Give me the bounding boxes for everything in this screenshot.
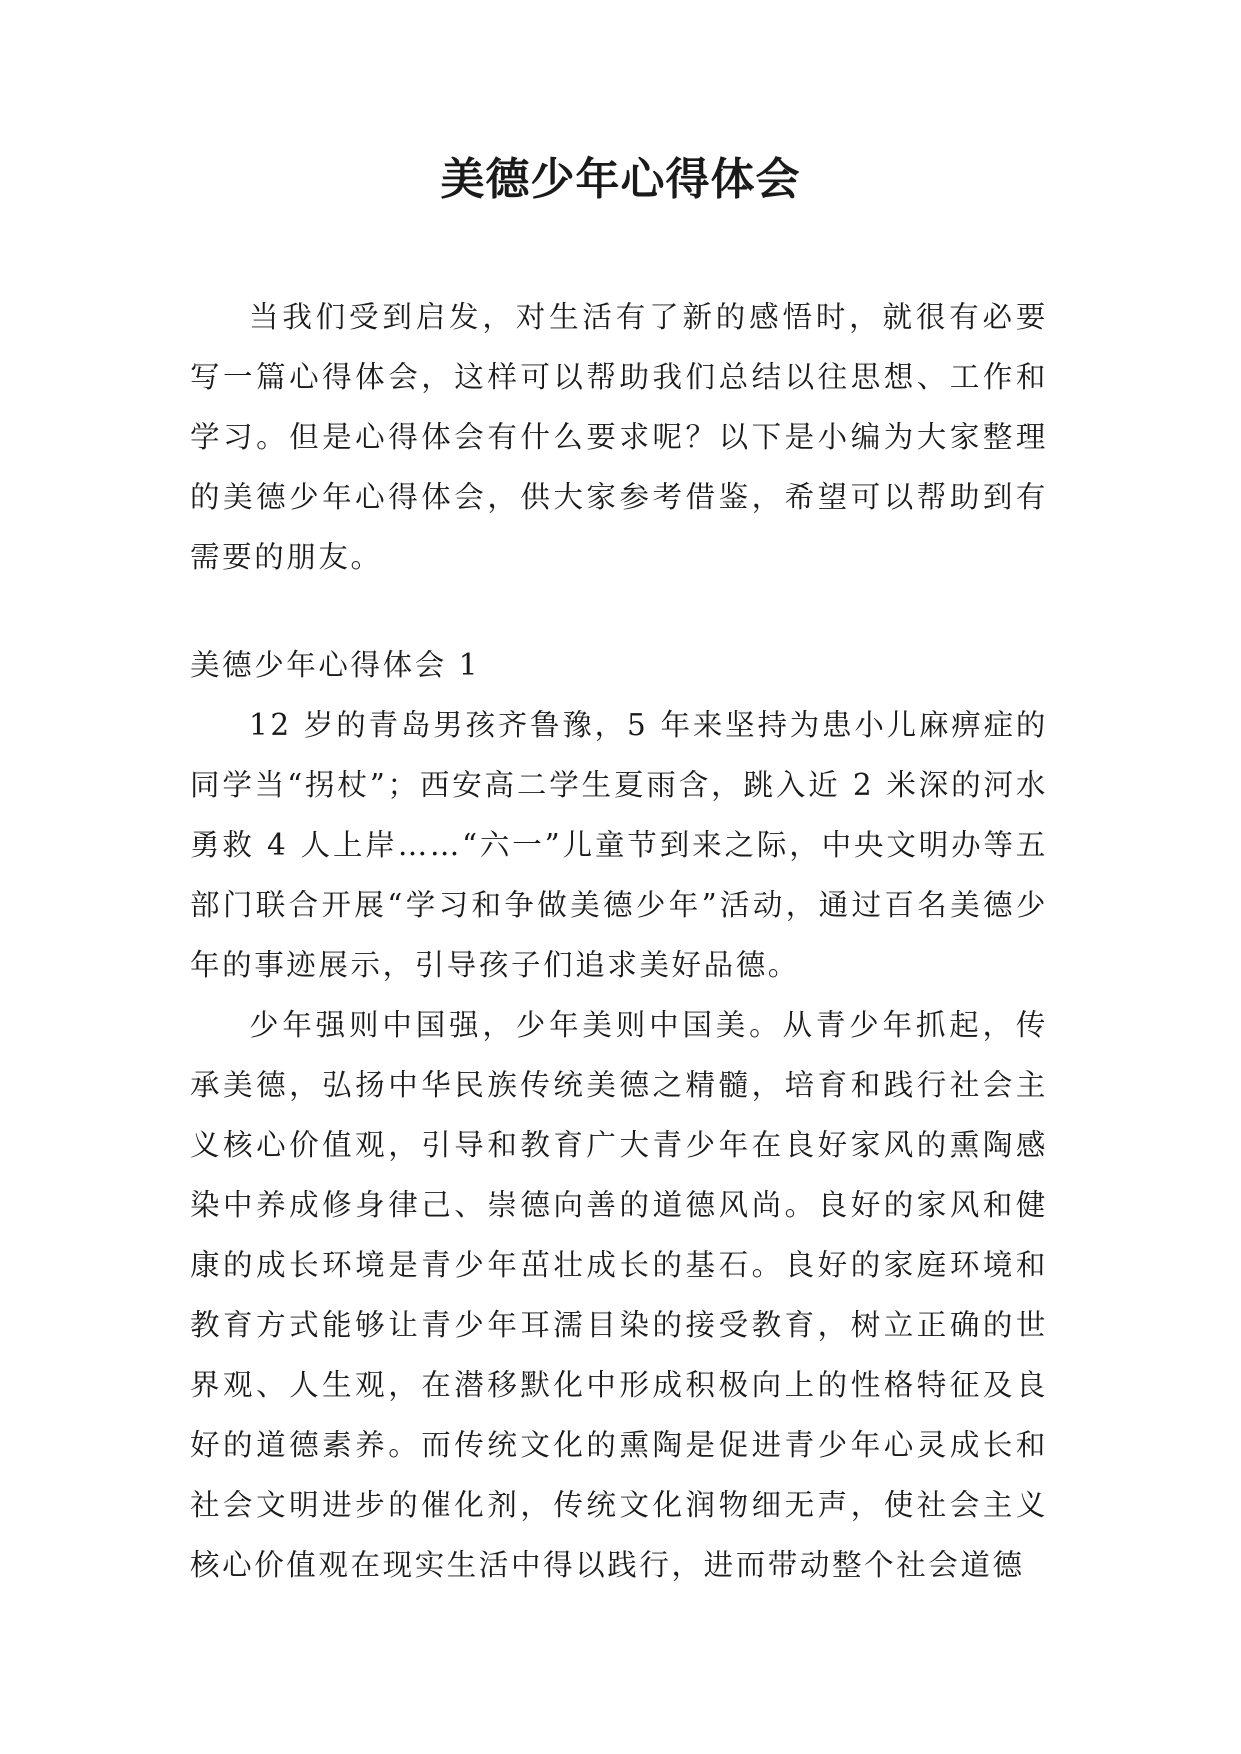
section-block xyxy=(190,635,1048,1595)
document-title: 美德少年心得体会 xyxy=(440,154,801,205)
intro-block xyxy=(190,287,1048,587)
intro-paragraph: 当我们受到启发，对生活有了新的感悟时，就很有必要写一篇心得体会，这样可以帮助我们总结以往思想、工作和学习。但是心得体会有什么要求呢？以下是小编为大家整理的美德少年心得体会，供大家参考借鉴，希望可以帮助到有需要的朋友。 xyxy=(190,300,1048,574)
body-paragraph: 12 岁的青岛男孩齐鲁豫，5 年来坚持为患小儿麻痹症的同学当“拐杖”；西安高二学生夏雨含，跳入近 2 米深的河水勇救 4 人上岸……“六一”儿童节到来之际，中央文明办等五部门联合开展“学习和争做美德少年”活动，通过百名美德少年的事迹展示，引导孩子们追求美好品德。 xyxy=(190,708,1048,982)
section-heading: 美德少年心得体会 1 xyxy=(190,648,481,682)
body-paragraph: 少年强则中国强，少年美则中国美。从青少年抓起，传承美德，弘扬中华民族传统美德之精髓，培育和践行社会主义核心价值观，引导和教育广大青少年在良好家风的熏陶感染中养成修身律己、崇德向善的道德风尚。良好的家风和健康的成长环境是青少年茁壮成长的基石。良好的家庭环境和教育方式能够让青少年耳濡目染的接受教育，树立正确的世界观、人生观，在潜移默化中形成积极向上的性格特征及良好的道德素养。而传统文化的熏陶是促进青少年心灵成长和社会文明进步的催化剂，传统文化润物细无声，使社会主义核心价值观在现实生活中得以践行，进而带动整个社会道德 xyxy=(190,1008,1048,1582)
